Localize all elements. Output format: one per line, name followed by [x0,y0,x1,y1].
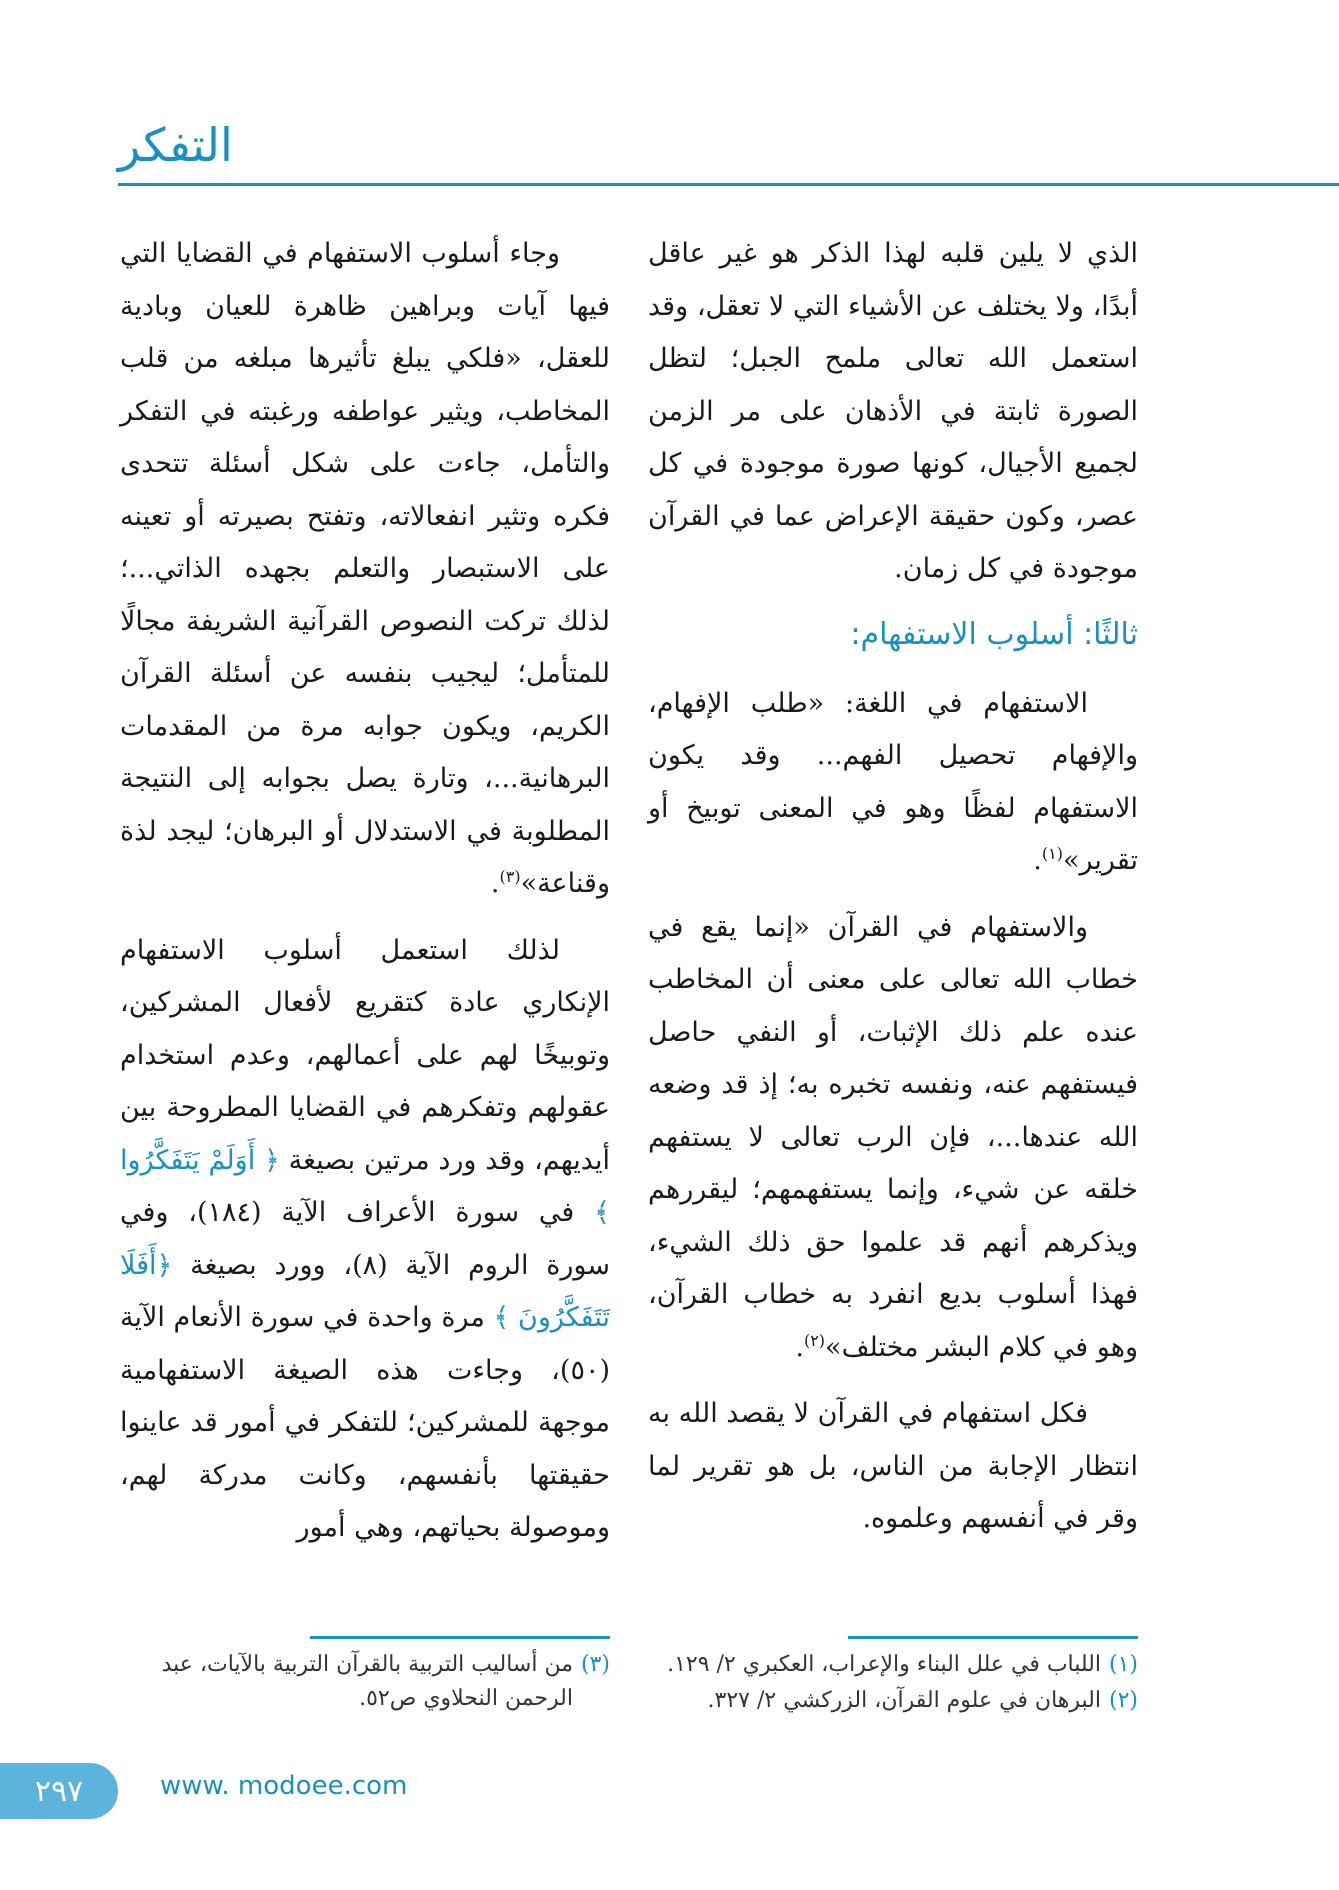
footnote-ref[interactable]: (٢) [803,1330,826,1350]
footnote-number: (٢) [1108,1688,1138,1713]
footnote-text: اللباب في علل البناء والإعراب، العكبري ٢/ ١٢٩. [667,1652,1101,1677]
footnotes-right [648,1648,1138,1720]
footnote-item [648,1648,1138,1682]
left-column [120,228,610,1569]
paragraph: وجاء أسلوب الاستفهام في القضايا التي فيها آيات وبراهين ظاهرة للعيان وبادية للعقل، «فلكي يبلغ تأثيرها مبلغه من قلب المخاطب، ويثير عواطفه ورغبته في التفكر والتأمل، جاءت على شكل أسئلة تتحدى فكره وتثير انفعالاته، وتفتح بصيرته أو تعينه على الاستبصار والتعلم بجهده الذاتي...؛ لذلك تركت النصوص القرآنية الشريفة مجالًا للمتأمل؛ ليجيب بنفسه عن أسئلة القرآن الكريم، ويكون جوابه مرة من المقدمات البرهانية...، وتارة يصل بجوابه إلى النتيجة المطلوبة في الاستدلال أو البرهان؛ ليجد لذة وقناعة»$^{(٣)}$. [120,238,610,899]
footnote-number: (١) [1108,1652,1138,1677]
footnote-text: البرهان في علوم القرآن، الزركشي ٢/ ٣٢٧. [707,1688,1101,1713]
footnote-divider [310,1636,610,1639]
footnote-ref[interactable]: (١) [1041,844,1063,863]
footnote-divider [848,1636,1138,1639]
footnote-ref[interactable]: (٣) [499,867,521,886]
section-heading: ثالثًا: أسلوب الاستفهام: [850,616,1138,652]
footnote-number: (٣) [580,1652,610,1677]
footnote-item [648,1684,1138,1718]
website-link[interactable]: www. modoee.com [160,1771,408,1801]
paragraph: فكل استفهام في القرآن لا يقصد الله به انتظار الإجابة من الناس، بل هو تقرير لما وقر في أنفسهم وعلموه. [648,1398,1138,1534]
paragraph: والاستفهام في القرآن «إنما يقع في خطاب الله تعالى على معنى أن المخاطب عنده علم ذلك الإثبات، أو النفي حاصل فيستفهم عنه، ونفسه تخبره به؛ إذ قد وضعه الله عندها...، فإن الرب تعالى لا يستفهم خلقه عن شيء، وإنما يستفهمهم؛ ليقررهم ويذكرهم أنهم قد علموا حق ذلك الشيء، فهذا أسلوب بديع انفرد به خطاب القرآن، وهو في كلام البشر مختلف»$^{(٢)}$. [648,911,1138,1363]
paragraph: لذلك استعمل أسلوب الاستفهام الإنكاري عادة كتقريع لأفعال المشركين، وتوبيخًا لهم على أعمالهم، وعدم استخدام عقولهم وتفكرهم في القضايا المطروحة بين أيديهم، وقد ورد مرتين بصيغة ﴿ أَوَلَمْ يَتَفَكَّرُوا ﴾ في سورة الأعراف الآية (١٨٤)، وفي سورة الروم الآية (٨)، وورد بصيغة ﴿أَفَلَا تَتَفَكَّرُونَ ﴾ مرة واحدة في سورة الأنعام الآية (٥٠)، وجاءت هذه الصيغة الاستفهامية موجهة للمشركين؛ للتفكر في أمور قد عاينوا حقيقتها بأنفسهم، وكانت مدركة لهم، وموصولة بحياتهم، وهي أمور [120,934,610,1543]
footnote-item [120,1648,610,1716]
quran-verse: ﴿ أَوَلَمْ يَتَفَكَّرُوا ﴾ [120,1144,610,1228]
footnotes-left [120,1648,610,1718]
page-number: ٢٩٧ [34,1773,84,1809]
paragraph: الاستفهام في اللغة: «طلب الإفهام، والإفهام تحصيل الفهم... وقد يكون الاستفهام لفظًا وهو في المعنى توبيخ أو تقرير»$^{(١)}$. [648,687,1138,876]
right-column [648,228,1138,1560]
quran-verse: ﴿أَفَلَا تَتَفَكَّرُونَ ﴾ [120,1249,610,1333]
page-header-title: التفكر [118,118,233,172]
paragraph: الذي لا يلين قلبه لهذا الذكر هو غير عاقل أبدًا، ولا يختلف عن الأشياء التي لا تعقل، وقد استعمل الله تعالى ملمح الجبل؛ لتظل الصورة ثابتة في الأذهان على مر الزمن لجميع الأجيال، كونها صورة موجودة في كل عصر، وكون حقيقة الإعراض عما في القرآن موجودة في كل زمان. [648,238,1138,584]
footnote-text: من أساليب التربية بالقرآن التربية بالآيات، عبد الرحمن النحلاوي ص٥٢. [161,1652,573,1711]
page-number-tab [0,1763,118,1819]
header-divider [118,183,1339,186]
